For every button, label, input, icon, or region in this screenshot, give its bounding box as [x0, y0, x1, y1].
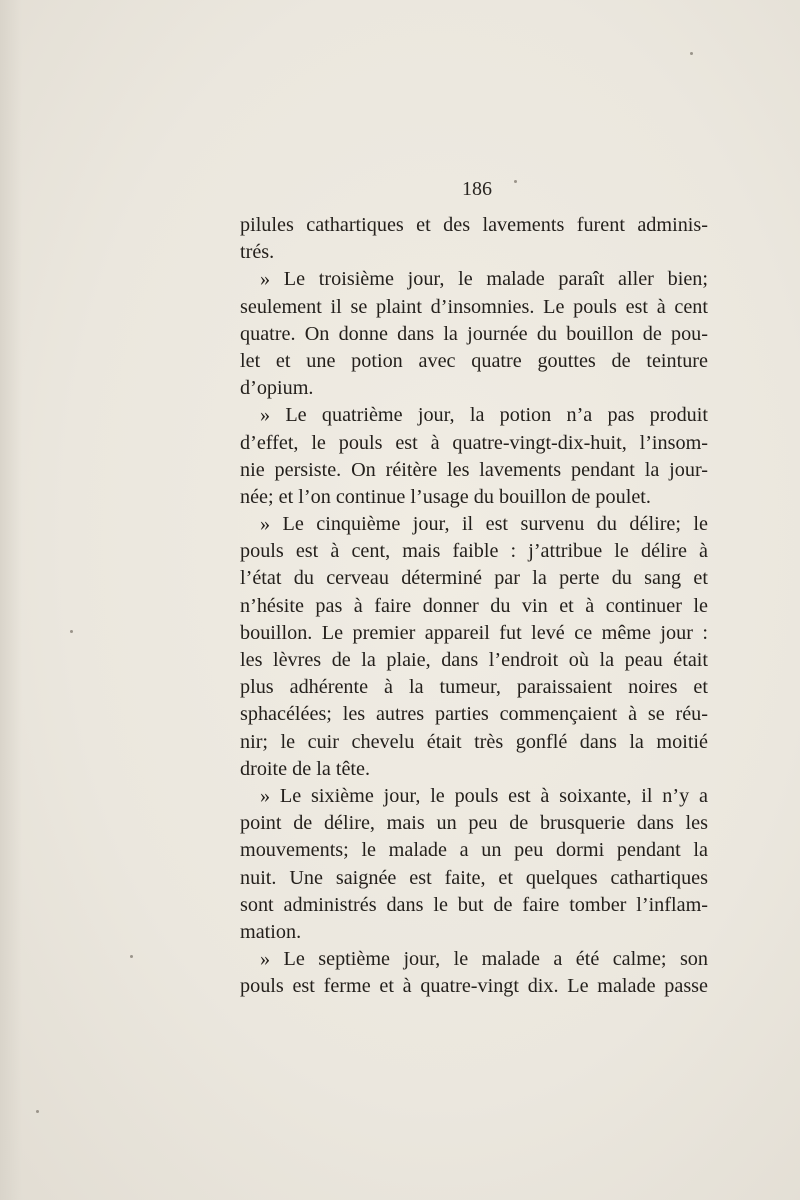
text-line: pouls est à cent, mais faible : j’attribue le délire à [240, 540, 708, 563]
text-line: » Le troisième jour, le malade paraît aller bien; [260, 268, 708, 291]
text-line: quatre. On donne dans la journée du bouillon de pou- [240, 322, 708, 345]
paper-speck [130, 955, 133, 958]
text-line: seulement il se plaint d’insomnies. Le pouls est à cent [240, 295, 708, 318]
text-line: nie persiste. On réitère les lavements pendant la jour- [240, 458, 708, 481]
paper-speck [514, 180, 517, 183]
paper-speck [690, 52, 693, 55]
text-line: nir; le cuir chevelu était très gonflé dans la moitié [240, 730, 708, 753]
text-line: » Le sixième jour, le pouls est à soixante, il n’y a [260, 784, 708, 807]
text-line: n’hésite pas à faire donner du vin et à continuer le [240, 594, 708, 617]
text-line: point de délire, mais un peu de brusquerie dans les [240, 812, 708, 835]
text-line: » Le quatrième jour, la potion n’a pas produit [260, 404, 708, 427]
text-line: sont administrés dans le but de faire tomber l’inflam- [240, 893, 708, 916]
text-line: mation. [240, 920, 302, 943]
text-line: l’état du cerveau déterminé par la perte du sang et [240, 567, 708, 590]
text-line: sphacélées; les autres parties commençaient à se réu- [240, 703, 708, 726]
text-line: les lèvres de la plaie, dans l’endroit où la peau était [240, 649, 708, 671]
text-line: d’effet, le pouls est à quatre-vingt-dix-huit, l’insom- [240, 431, 708, 454]
text-line: pilules cathartiques et des lavements furent adminis- [240, 214, 708, 236]
paper-speck [70, 630, 73, 633]
text-line: nuit. Une saignée est faite, et quelques cathartiques [240, 866, 708, 889]
body-text [240, 212, 708, 1000]
text-line: d’opium. [240, 377, 314, 400]
page-edge-shadow [0, 0, 22, 1200]
text-line: droite de la tête. [240, 757, 371, 780]
text-line: » Le cinquième jour, il est survenu du délire; le [260, 513, 708, 536]
page-number: 186 [462, 178, 492, 200]
text-line: pouls est ferme et à quatre-vingt dix. Le malade passe [240, 975, 708, 998]
text-line: née; et l’on continue l’usage du bouillon de poulet. [240, 485, 651, 508]
text-line: let et une potion avec quatre gouttes de teinture [240, 349, 708, 372]
text-line: » Le septième jour, le malade a été calme; son [260, 948, 708, 971]
text-line: trés. [240, 241, 275, 264]
text-line: plus adhérente à la tumeur, paraissaient noires et [240, 676, 708, 699]
paper-speck [36, 1110, 39, 1113]
text-line: bouillon. Le premier appareil fut levé ce même jour : [240, 621, 708, 644]
text-line: mouvements; le malade a un peu dormi pendant la [240, 839, 708, 862]
